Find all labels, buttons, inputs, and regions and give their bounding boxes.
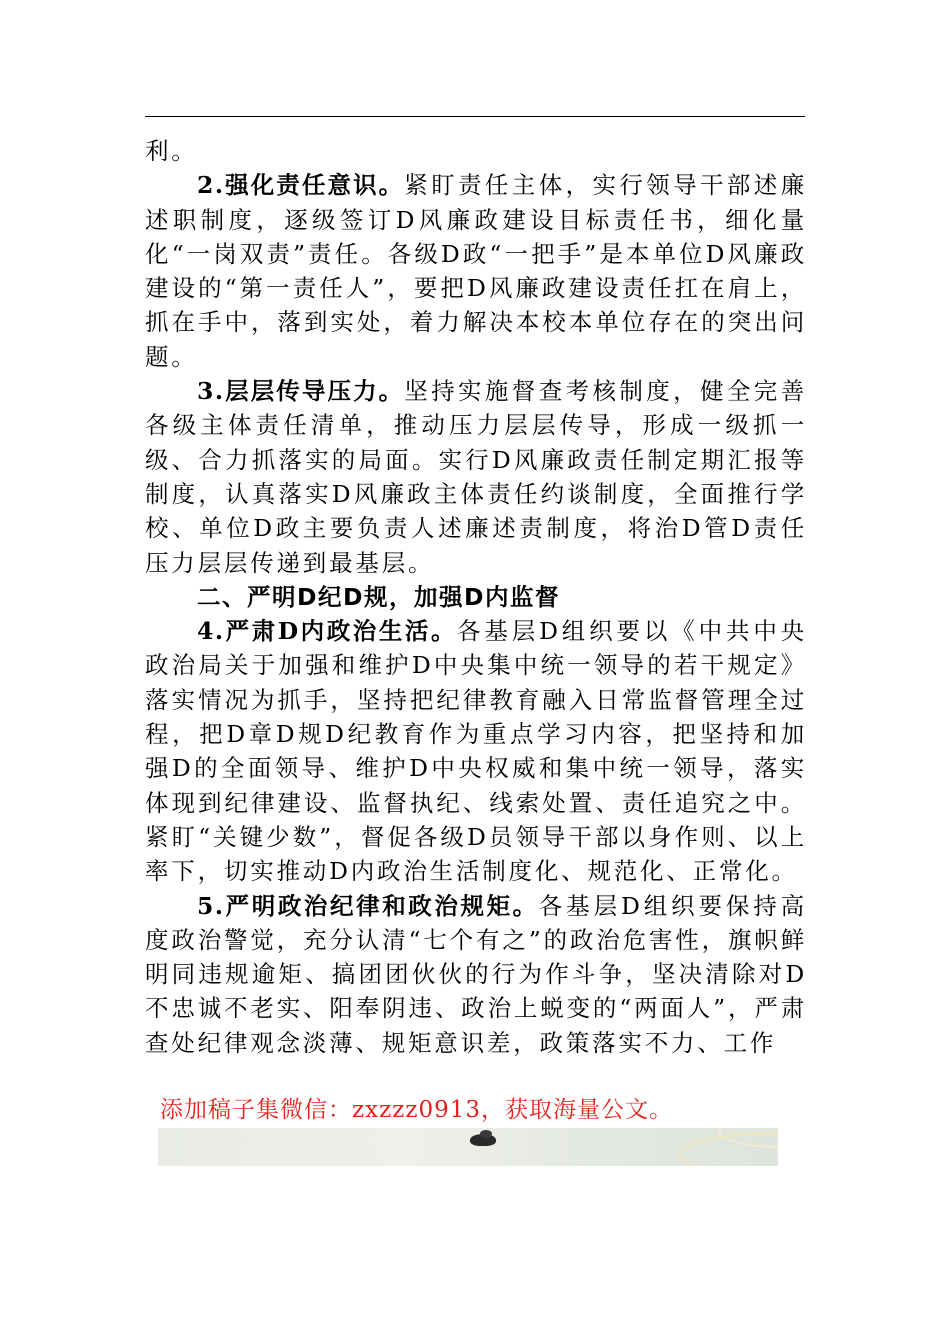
paragraph-lead: 3.层层传导压力。 bbox=[197, 377, 405, 406]
paragraph-item-3 bbox=[145, 374, 807, 580]
header-rule bbox=[145, 116, 805, 117]
document-body bbox=[145, 134, 807, 1060]
paragraph-lead: 4.严肃D内政治生活。 bbox=[197, 617, 458, 646]
paragraph-item-2 bbox=[145, 168, 807, 374]
paragraph-text: 紧盯责任主体，实行领导干部述廉述职制度，逐级签订D风廉政建设目标责任书，细化量化“一岗双责”责任。各级D政“一把手”是本单位D风廉政建设的“第一责任人”，要把D风廉政建设责任扛在肩上，抓在手中，落到实处，着力解决本校本单位存在的突出问题。 bbox=[145, 171, 807, 371]
paragraph-lead: 2.强化责任意识。 bbox=[197, 171, 405, 200]
paragraph-item-5 bbox=[145, 889, 807, 1060]
paragraph-item-4 bbox=[145, 614, 807, 888]
section-heading bbox=[145, 580, 807, 614]
bird-wing-icon bbox=[480, 1130, 492, 1138]
section-heading-text: 二、严明D纪D规，加强D内监督 bbox=[197, 582, 561, 611]
paragraph-lead: 5.严明政治纪律和政治规矩。 bbox=[197, 891, 539, 920]
paragraph-text: 利。 bbox=[145, 137, 198, 165]
paragraph-text: 各基层D组织要以《中共中央政治局关于加强和维护D中央集中统一领导的若干规定》落实情况为抓手，坚持把纪律教育融入日常监督管理全过程，把D章D规D纪教育作为重点学习内容，把坚持和加强D的全面领导、维护D中央权威和集中统一领导，落实体现到纪律建设、监督执纪、线索处置、责任追究之中。紧盯“关键少数”，督促各级D员领导干部以身作则、以上率下，切实推动D内政治生活制度化、规范化、正常化。 bbox=[145, 617, 807, 886]
paragraph-text: 各基层D组织要保持高度政治警觉，充分认清“七个有之”的政治危害性，旗帜鲜明同违规逾矩、搞团团伙伙的行为作斗争，坚决清除对D不忠诚不老实、阳奉阴违、政治上蜕变的“两面人”，严肃查处纪律观念淡薄、规矩意识差，政策落实不力、工作 bbox=[145, 891, 807, 1057]
decorative-banner-image bbox=[158, 1128, 778, 1166]
promo-text: 添加稿子集微信：zxzzz0913，获取海量公文。 bbox=[160, 1097, 673, 1123]
paragraph-text: 坚持实施督查考核制度，健全完善各级主体责任清单，推动压力层层传导，形成一级抓一级、合力抓落实的局面。实行D风廉政责任制定期汇报等制度，认真落实D风廉政主体责任约谈制度，全面推行学校、单位D政主要负责人述廉述责制度，将治D管D责任压力层层传递到最基层。 bbox=[145, 377, 807, 577]
paragraph-continuation bbox=[145, 134, 807, 168]
